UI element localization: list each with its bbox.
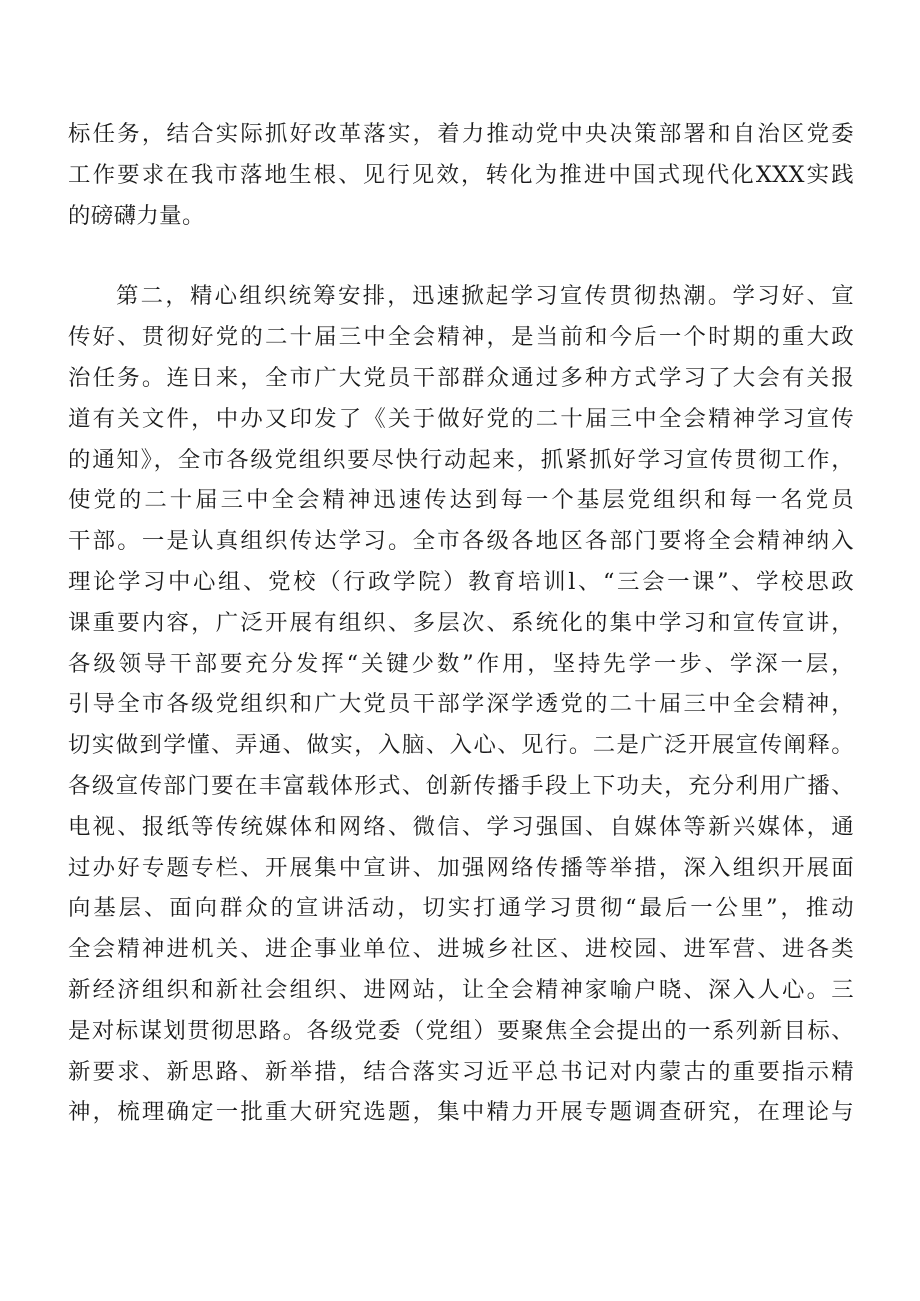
text-line: 向基层、面向群众的宣讲活动，切实打通学习贯彻“最后一公里”，推动 — [68, 895, 854, 922]
paragraph-gap — [68, 236, 854, 276]
text-line: 新要求、新思路、新举措，结合落实习近平总书记对内蒙古的重要指示精 — [68, 1058, 854, 1085]
text-line: 新经济组织和新社会组织、进网站，让全会精神家喻户晓、深入人心。三 — [68, 976, 854, 1003]
text-line: 的磅礴力量。 — [68, 202, 205, 229]
paragraph-1 — [68, 114, 854, 236]
text-line: 是对标谋划贯彻思路。各级党委（党组）要聚焦全会提出的一系列新目标、 — [68, 1017, 854, 1044]
text-line: 神，梳理确定一批重大研究选题，集中精力开展专题调查研究，在理论与 — [68, 1099, 854, 1126]
text-line: 道有关文件，中办又印发了《关于做好党的二十届三中全会精神学习宣传 — [68, 405, 854, 432]
text-line: 各级领导干部要充分发挥“关键少数”作用，坚持先学一步、学深一层， — [68, 650, 854, 677]
text-line: 治任务。连日来，全市广大党员干部群众通过多种方式学习了大会有关报 — [68, 364, 854, 391]
text-line: 使党的二十届三中全会精神迅速传达到每一个基层党组织和每一名党员 — [68, 487, 854, 514]
document-body — [68, 114, 854, 1133]
text-line: 引导全市各级党组织和广大党员干部学深学透党的二十届三中全会精神， — [68, 691, 854, 718]
text-line: 标任务，结合实际抓好改革落实，着力推动党中央决策部署和自治区党委 — [68, 121, 854, 147]
text-line: 各级宣传部门要在丰富载体形式、创新传播手段上下功夫，充分利用广播、 — [68, 772, 854, 799]
text-line: 全会精神进机关、进企事业单位、进城乡社区、进校园、进军营、进各类 — [68, 936, 854, 963]
text-line: 传好、贯彻好党的二十届三中全会精神，是当前和今后一个时期的重大政 — [68, 324, 854, 351]
text-line: 干部。一是认真组织传达学习。全市各级各地区各部门要将全会精神纳入 — [68, 528, 854, 555]
text-line: 电视、报纸等传统媒体和网络、微信、学习强国、自媒体等新兴媒体，通 — [68, 813, 854, 840]
text-line: 理论学习中心组、党校（行政学院）教育培训l、“三会一课”、学校思政 — [68, 568, 854, 595]
text-line: 的通知》，全市各级党组织要尽快行动起来，抓紧抓好学习宣传贯彻工作， — [68, 446, 854, 473]
text-line: 课重要内容，广泛开展有组织、多层次、系统化的集中学习和宣传宣讲， — [68, 609, 854, 636]
paragraph-2 — [68, 276, 854, 1133]
text-line: 过办好专题专栏、开展集中宣讲、加强网络传播等举措，深入组织开展面 — [68, 854, 854, 881]
text-line: 工作要求在我市落地生根、见行见效，转化为推进中国式现代化XXX实践 — [68, 161, 854, 188]
text-line: 切实做到学懂、弄通、做实，入脑、入心、见行。二是广泛开展宣传阐释。 — [68, 732, 854, 759]
text-line: 第二，精心组织统筹安排，迅速掀起学习宣传贯彻热潮。学习好、宣 — [116, 283, 854, 310]
